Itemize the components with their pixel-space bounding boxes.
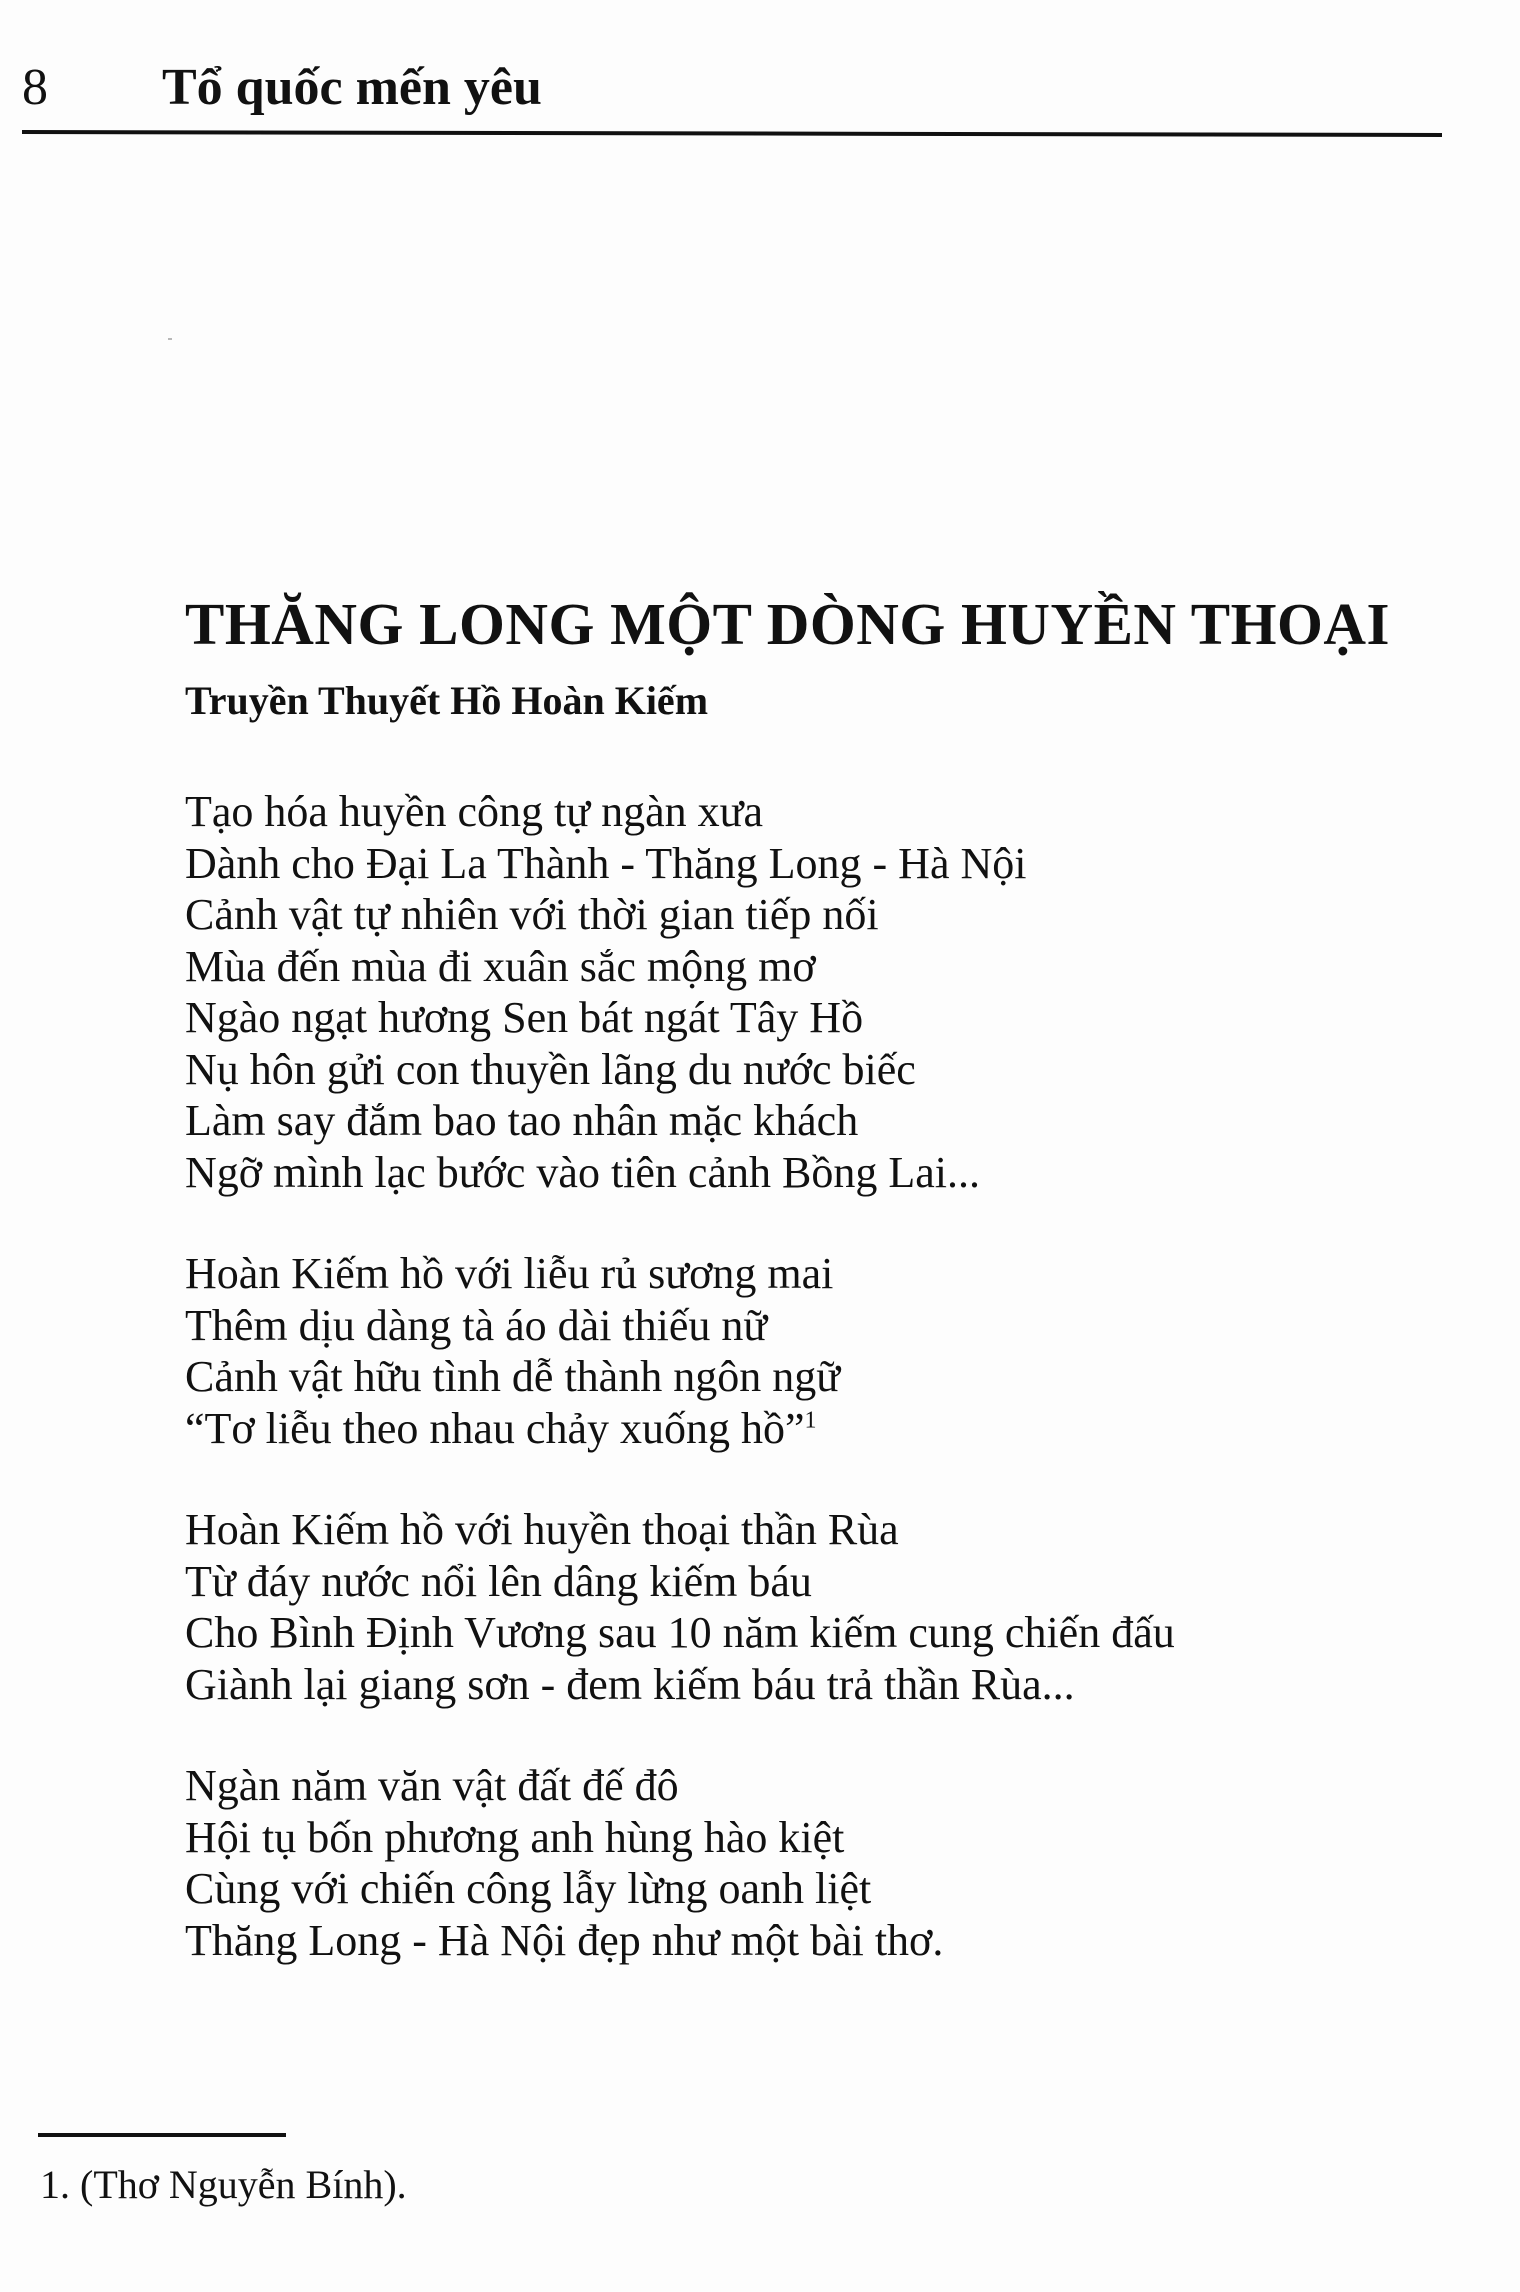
footnote-rule bbox=[38, 2133, 286, 2137]
verse-line: Ngào ngạt hương Sen bát ngát Tây Hồ bbox=[185, 993, 864, 1042]
print-speck bbox=[168, 338, 172, 340]
verse-line: Hoàn Kiếm hồ với liễu rủ sương mai bbox=[185, 1249, 834, 1298]
verse-line: Hoàn Kiếm hồ với huyền thoại thần Rùa bbox=[185, 1505, 899, 1554]
verse-line: Thăng Long - Hà Nội đẹp như một bài thơ. bbox=[185, 1915, 944, 1965]
verse-line: Làm say đắm bao tao nhân mặc khách bbox=[185, 1096, 859, 1145]
verse-line: Thêm dịu dàng tà áo dài thiếu nữ bbox=[185, 1300, 768, 1350]
footnote: 1. (Thơ Nguyễn Bính). bbox=[40, 2162, 407, 2207]
running-title: Tổ quốc mến yêu bbox=[162, 59, 542, 116]
poem bbox=[185, 588, 1465, 2016]
stanza-2 bbox=[185, 1248, 1465, 1454]
verse-line: Từ đáy nước nổi lên dâng kiếm báu bbox=[185, 1556, 812, 1606]
poem-subtitle: Truyền Thuyết Hồ Hoàn Kiếm bbox=[185, 678, 709, 723]
verse-line: Mùa đến mùa đi xuân sắc mộng mơ bbox=[185, 941, 816, 991]
verse-line: Tạo hóa huyền công tự ngàn xưa bbox=[185, 787, 763, 836]
verse-line bbox=[185, 1403, 1465, 1455]
verse-line: Hội tụ bốn phương anh hùng hào kiệt bbox=[185, 1812, 845, 1862]
verse-line: Ngỡ mình lạc bước vào tiên cảnh Bồng Lai... bbox=[185, 1147, 980, 1197]
verse-line: Cho Bình Định Vương sau 10 năm kiếm cung chiến đấu bbox=[185, 1608, 1175, 1657]
verse-line: Cảnh vật tự nhiên với thời gian tiếp nối bbox=[185, 890, 879, 939]
page-header bbox=[22, 58, 1442, 138]
stanza-3 bbox=[185, 1504, 1465, 1710]
verse-line: Dành cho Đại La Thành - Thăng Long - Hà Nội bbox=[185, 838, 1027, 888]
page-number: 8 bbox=[22, 59, 48, 116]
verse-line: Cùng với chiến công lẫy lừng oanh liệt bbox=[185, 1864, 872, 1913]
stanza-1 bbox=[185, 786, 1465, 1198]
verse-line: Giành lại giang sơn - đem kiếm báu trả thần Rùa... bbox=[185, 1659, 1075, 1709]
poem-body bbox=[185, 786, 1465, 1966]
verse-line: Nụ hôn gửi con thuyền lãng du nước biếc bbox=[185, 1044, 916, 1094]
verse-line: Cảnh vật hữu tình dễ thành ngôn ngữ bbox=[185, 1352, 841, 1401]
stanza-4 bbox=[185, 1760, 1465, 1966]
poem-title: THĂNG LONG MỘT DÒNG HUYỀN THOẠI bbox=[185, 591, 1390, 657]
verse-line-text: “Tơ liễu theo nhau chảy xuống hồ” bbox=[185, 1403, 805, 1453]
footnote-reference: 1 bbox=[804, 1406, 817, 1433]
verse-line: Ngàn năm văn vật đất đế đô bbox=[185, 1761, 679, 1810]
